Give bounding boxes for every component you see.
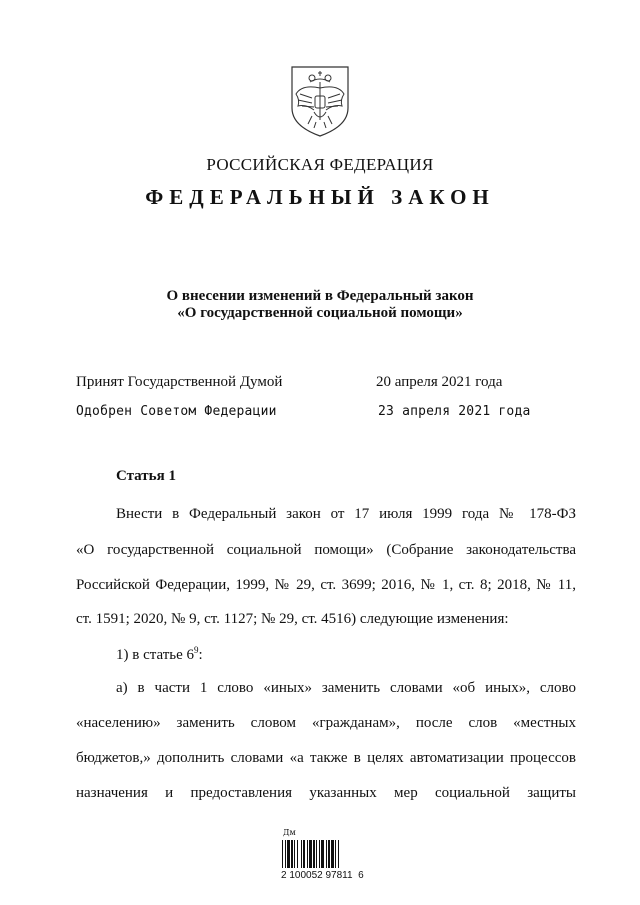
barcode-bar — [328, 840, 330, 868]
registration-stamp: Дм — [283, 828, 296, 837]
approved-council-label: Одобрен Советом Федерации — [76, 404, 277, 419]
article-line-1: Внести в Федеральный закон от 17 июля 1999 года № 178-ФЗ — [116, 506, 576, 522]
barcode-block — [281, 828, 364, 882]
article-line-2: «О государственной социальной помощи» (Собрание законодательства — [76, 542, 576, 558]
barcode-bar — [307, 840, 308, 868]
article-line-3: Российской Федерации, 1999, № 29, ст. 3699; 2016, № 1, ст. 8; 2018, № 11, — [76, 577, 576, 593]
barcode-bar — [313, 840, 315, 868]
barcode-bar — [287, 840, 290, 868]
subitem-a-line-3: бюджетов,» дополнить словами «а также в целях автоматизации процессов — [76, 750, 576, 766]
subitem-a-line-2: «населению» заменить словом «гражданам», после слов «местных — [76, 715, 576, 731]
adopted-duma-label: Принят Государственной Думой — [76, 374, 283, 390]
article-line-4: ст. 1591; 2020, № 9, ст. 1127; № 29, ст. 4516) следующие изменения: — [76, 611, 509, 627]
barcode-bar — [294, 840, 295, 868]
coat-of-arms-emblem — [288, 64, 352, 138]
item-1-colon: : — [198, 647, 203, 663]
barcode-bar — [338, 840, 339, 868]
approved-council-date: 23 апреля 2021 года — [378, 404, 531, 419]
barcode-bar — [282, 840, 283, 868]
article-heading: Статья 1 — [116, 468, 176, 484]
barcode-bar — [326, 840, 327, 868]
barcode-bar — [331, 840, 334, 868]
subitem-a-line-4: назначения и предоставления указанных мер социальной защиты — [76, 785, 576, 801]
barcode-bar — [319, 840, 320, 868]
item-1-superscript: 9 — [194, 645, 199, 655]
law-title-line-1: О внесении изменений в Федеральный закон — [166, 288, 474, 304]
barcode-bar — [309, 840, 312, 868]
country-name: РОССИЙСКАЯ ФЕДЕРАЦИЯ — [206, 155, 434, 174]
barcode-bar — [285, 840, 286, 868]
barcode-bar — [335, 840, 336, 868]
law-title — [0, 288, 640, 322]
barcode-bar — [297, 840, 298, 868]
barcode-number: 2 100052 97811 6 — [281, 870, 364, 881]
barcode-bar — [301, 840, 302, 868]
barcode-bar — [303, 840, 305, 868]
law-title-line-2: «О государственной социальной помощи» — [177, 305, 463, 321]
barcode-bar — [321, 840, 324, 868]
adopted-duma-date: 20 апреля 2021 года — [376, 374, 503, 390]
subitem-a-line-1: а) в части 1 слово «иных» заменить словами «об иных», слово — [116, 680, 576, 696]
item-1 — [116, 645, 606, 664]
barcode-bar — [316, 840, 317, 868]
item-1-text: 1) в статье 6 — [116, 647, 195, 663]
barcode — [281, 840, 361, 868]
document-type: ФЕДЕРАЛЬНЫЙ ЗАКОН — [145, 185, 495, 209]
barcode-bar — [291, 840, 293, 868]
